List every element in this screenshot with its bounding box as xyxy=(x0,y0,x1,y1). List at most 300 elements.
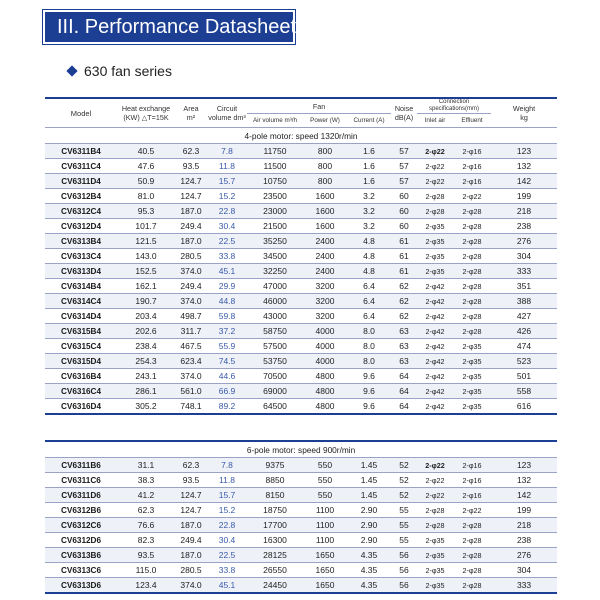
cell-noise: 57 xyxy=(391,159,417,174)
header-effluent: Effluent xyxy=(453,114,491,128)
cell-model: CV6315C4 xyxy=(45,339,117,354)
cell-air-volume: 21500 xyxy=(247,219,303,234)
cell-inlet-air: 2-φ22 xyxy=(417,144,453,159)
table-row xyxy=(45,488,557,503)
cell-air-volume: 34500 xyxy=(247,249,303,264)
cell-effluent: 2-φ35 xyxy=(453,369,491,384)
cell-circuit-volume: 11.8 xyxy=(207,159,247,174)
cell-power: 2400 xyxy=(303,264,347,279)
series-heading xyxy=(68,63,172,79)
cell-weight: 558 xyxy=(491,384,557,399)
cell-noise: 56 xyxy=(391,548,417,563)
cell-effluent: 2-φ28 xyxy=(453,578,491,594)
cell-heat-exchange: 305.2 xyxy=(117,399,175,415)
cell-current: 8.0 xyxy=(347,339,391,354)
cell-weight: 132 xyxy=(491,473,557,488)
cell-power: 2400 xyxy=(303,234,347,249)
cell-power: 3200 xyxy=(303,279,347,294)
header-area: Area m² xyxy=(175,98,207,128)
cell-model: CV6312B4 xyxy=(45,189,117,204)
page-title: III. Performance Datasheet xyxy=(45,12,293,42)
cell-heat-exchange: 238.4 xyxy=(117,339,175,354)
table-row xyxy=(45,234,557,249)
cell-model: CV6313B4 xyxy=(45,234,117,249)
section-label: 6-pole motor: speed 900r/min xyxy=(45,441,557,458)
cell-current: 1.6 xyxy=(347,159,391,174)
cell-inlet-air: 2-φ22 xyxy=(417,174,453,189)
cell-current: 4.8 xyxy=(347,234,391,249)
cell-area: 93.5 xyxy=(175,159,207,174)
cell-noise: 62 xyxy=(391,309,417,324)
cell-air-volume: 8150 xyxy=(247,488,303,503)
cell-area: 498.7 xyxy=(175,309,207,324)
cell-circuit-volume: 15.7 xyxy=(207,174,247,189)
cell-area: 561.0 xyxy=(175,384,207,399)
cell-model: CV6315B4 xyxy=(45,324,117,339)
cell-inlet-air: 2-φ35 xyxy=(417,264,453,279)
cell-air-volume: 32250 xyxy=(247,264,303,279)
cell-inlet-air: 2-φ28 xyxy=(417,204,453,219)
cell-inlet-air: 2-φ35 xyxy=(417,249,453,264)
cell-effluent: 2-φ35 xyxy=(453,399,491,415)
cell-heat-exchange: 95.3 xyxy=(117,204,175,219)
cell-heat-exchange: 115.0 xyxy=(117,563,175,578)
cell-heat-exchange: 62.3 xyxy=(117,503,175,518)
cell-inlet-air: 2-φ28 xyxy=(417,518,453,533)
cell-model: CV6311C6 xyxy=(45,473,117,488)
cell-effluent: 2-φ28 xyxy=(453,249,491,264)
cell-air-volume: 8850 xyxy=(247,473,303,488)
cell-air-volume: 43000 xyxy=(247,309,303,324)
cell-power: 550 xyxy=(303,473,347,488)
cell-noise: 60 xyxy=(391,189,417,204)
cell-circuit-volume: 30.4 xyxy=(207,219,247,234)
cell-circuit-volume: 15.2 xyxy=(207,189,247,204)
cell-model: CV6312B6 xyxy=(45,503,117,518)
cell-circuit-volume: 45.1 xyxy=(207,578,247,594)
cell-current: 6.4 xyxy=(347,279,391,294)
cell-noise: 52 xyxy=(391,488,417,503)
table-row xyxy=(45,473,557,488)
cell-current: 1.45 xyxy=(347,458,391,473)
cell-noise: 55 xyxy=(391,503,417,518)
cell-weight: 123 xyxy=(491,144,557,159)
cell-current: 4.35 xyxy=(347,578,391,594)
cell-effluent: 2-φ16 xyxy=(453,144,491,159)
cell-weight: 132 xyxy=(491,159,557,174)
cell-inlet-air: 2-φ35 xyxy=(417,548,453,563)
table-row xyxy=(45,279,557,294)
cell-area: 249.4 xyxy=(175,219,207,234)
cell-power: 550 xyxy=(303,488,347,503)
cell-circuit-volume: 7.8 xyxy=(207,144,247,159)
cell-weight: 199 xyxy=(491,503,557,518)
cell-effluent: 2-φ28 xyxy=(453,219,491,234)
cell-weight: 474 xyxy=(491,339,557,354)
cell-circuit-volume: 44.6 xyxy=(207,369,247,384)
cell-effluent: 2-φ28 xyxy=(453,563,491,578)
cell-circuit-volume: 44.8 xyxy=(207,294,247,309)
cell-area: 374.0 xyxy=(175,578,207,594)
table-row xyxy=(45,189,557,204)
cell-model: CV6313D6 xyxy=(45,578,117,594)
cell-noise: 61 xyxy=(391,264,417,279)
cell-power: 4800 xyxy=(303,399,347,415)
cell-weight: 427 xyxy=(491,309,557,324)
datasheet-table-6pole xyxy=(45,440,557,594)
cell-model: CV6312D4 xyxy=(45,219,117,234)
cell-circuit-volume: 30.4 xyxy=(207,533,247,548)
cell-inlet-air: 2-φ22 xyxy=(417,473,453,488)
cell-weight: 199 xyxy=(491,189,557,204)
cell-weight: 123 xyxy=(491,458,557,473)
cell-inlet-air: 2-φ35 xyxy=(417,219,453,234)
cell-air-volume: 23500 xyxy=(247,189,303,204)
cell-noise: 60 xyxy=(391,204,417,219)
cell-inlet-air: 2-φ42 xyxy=(417,384,453,399)
cell-heat-exchange: 41.2 xyxy=(117,488,175,503)
cell-circuit-volume: 33.8 xyxy=(207,563,247,578)
cell-inlet-air: 2-φ42 xyxy=(417,309,453,324)
datasheet-table-4pole xyxy=(45,97,557,415)
table-row xyxy=(45,533,557,548)
cell-noise: 62 xyxy=(391,279,417,294)
cell-model: CV6312D6 xyxy=(45,533,117,548)
cell-noise: 61 xyxy=(391,234,417,249)
cell-model: CV6312C4 xyxy=(45,204,117,219)
cell-inlet-air: 2-φ22 xyxy=(417,488,453,503)
cell-model: CV6316B4 xyxy=(45,369,117,384)
cell-current: 3.2 xyxy=(347,204,391,219)
cell-area: 748.1 xyxy=(175,399,207,415)
cell-noise: 52 xyxy=(391,458,417,473)
cell-weight: 238 xyxy=(491,533,557,548)
cell-current: 6.4 xyxy=(347,294,391,309)
cell-heat-exchange: 254.3 xyxy=(117,354,175,369)
cell-heat-exchange: 76.6 xyxy=(117,518,175,533)
cell-effluent: 2-φ16 xyxy=(453,488,491,503)
cell-area: 280.5 xyxy=(175,249,207,264)
cell-noise: 56 xyxy=(391,578,417,594)
cell-current: 4.8 xyxy=(347,264,391,279)
cell-weight: 426 xyxy=(491,324,557,339)
cell-circuit-volume: 22.8 xyxy=(207,204,247,219)
cell-noise: 57 xyxy=(391,174,417,189)
cell-current: 6.4 xyxy=(347,309,391,324)
header-current: Current (A) xyxy=(347,114,391,128)
cell-circuit-volume: 22.8 xyxy=(207,518,247,533)
table-row xyxy=(45,249,557,264)
cell-inlet-air: 2-φ42 xyxy=(417,354,453,369)
cell-model: CV6311D4 xyxy=(45,174,117,189)
cell-weight: 333 xyxy=(491,578,557,594)
cell-power: 1100 xyxy=(303,533,347,548)
diamond-bullet-icon xyxy=(66,65,77,76)
cell-current: 3.2 xyxy=(347,189,391,204)
cell-area: 467.5 xyxy=(175,339,207,354)
cell-power: 2400 xyxy=(303,249,347,264)
cell-model: CV6316D4 xyxy=(45,399,117,415)
cell-current: 1.45 xyxy=(347,473,391,488)
cell-effluent: 2-φ22 xyxy=(453,189,491,204)
cell-inlet-air: 2-φ35 xyxy=(417,234,453,249)
cell-power: 1600 xyxy=(303,204,347,219)
cell-heat-exchange: 123.4 xyxy=(117,578,175,594)
cell-noise: 52 xyxy=(391,473,417,488)
cell-weight: 501 xyxy=(491,369,557,384)
table-row xyxy=(45,294,557,309)
cell-model: CV6315D4 xyxy=(45,354,117,369)
cell-air-volume: 70500 xyxy=(247,369,303,384)
cell-current: 9.6 xyxy=(347,369,391,384)
table-row xyxy=(45,458,557,473)
cell-air-volume: 9375 xyxy=(247,458,303,473)
cell-power: 550 xyxy=(303,458,347,473)
cell-model: CV6316C4 xyxy=(45,384,117,399)
cell-current: 4.8 xyxy=(347,249,391,264)
cell-inlet-air: 2-φ28 xyxy=(417,189,453,204)
cell-noise: 62 xyxy=(391,294,417,309)
cell-current: 2.90 xyxy=(347,503,391,518)
cell-weight: 388 xyxy=(491,294,557,309)
cell-weight: 351 xyxy=(491,279,557,294)
cell-model: CV6312C6 xyxy=(45,518,117,533)
cell-noise: 56 xyxy=(391,563,417,578)
cell-air-volume: 69000 xyxy=(247,384,303,399)
cell-current: 8.0 xyxy=(347,324,391,339)
table-row xyxy=(45,384,557,399)
cell-power: 4000 xyxy=(303,339,347,354)
cell-current: 9.6 xyxy=(347,399,391,415)
cell-circuit-volume: 37.2 xyxy=(207,324,247,339)
cell-power: 3200 xyxy=(303,294,347,309)
cell-area: 249.4 xyxy=(175,533,207,548)
table-row xyxy=(45,264,557,279)
cell-current: 4.35 xyxy=(347,563,391,578)
header-model: Model xyxy=(45,98,117,128)
cell-model: CV6313C4 xyxy=(45,249,117,264)
cell-air-volume: 47000 xyxy=(247,279,303,294)
table-row xyxy=(45,548,557,563)
cell-power: 3200 xyxy=(303,309,347,324)
cell-model: CV6313C6 xyxy=(45,563,117,578)
cell-power: 4800 xyxy=(303,369,347,384)
cell-area: 124.7 xyxy=(175,189,207,204)
cell-inlet-air: 2-φ35 xyxy=(417,533,453,548)
header-weight: Weight kg xyxy=(491,98,557,128)
cell-power: 1650 xyxy=(303,563,347,578)
cell-noise: 63 xyxy=(391,339,417,354)
cell-effluent: 2-φ28 xyxy=(453,294,491,309)
cell-circuit-volume: 7.8 xyxy=(207,458,247,473)
cell-inlet-air: 2-φ42 xyxy=(417,294,453,309)
cell-air-volume: 24450 xyxy=(247,578,303,594)
table-row xyxy=(45,204,557,219)
cell-air-volume: 46000 xyxy=(247,294,303,309)
cell-circuit-volume: 59.8 xyxy=(207,309,247,324)
cell-circuit-volume: 55.9 xyxy=(207,339,247,354)
cell-effluent: 2-φ28 xyxy=(453,324,491,339)
cell-heat-exchange: 47.6 xyxy=(117,159,175,174)
cell-heat-exchange: 38.3 xyxy=(117,473,175,488)
cell-power: 800 xyxy=(303,174,347,189)
cell-power: 1650 xyxy=(303,548,347,563)
cell-inlet-air: 2-φ35 xyxy=(417,578,453,594)
cell-inlet-air: 2-φ28 xyxy=(417,503,453,518)
table-row xyxy=(45,578,557,594)
cell-noise: 55 xyxy=(391,533,417,548)
cell-effluent: 2-φ28 xyxy=(453,518,491,533)
cell-area: 62.3 xyxy=(175,144,207,159)
cell-power: 4000 xyxy=(303,324,347,339)
cell-noise: 63 xyxy=(391,324,417,339)
cell-effluent: 2-φ28 xyxy=(453,309,491,324)
cell-area: 280.5 xyxy=(175,563,207,578)
cell-effluent: 2-φ28 xyxy=(453,279,491,294)
table-row xyxy=(45,339,557,354)
cell-weight: 238 xyxy=(491,219,557,234)
cell-circuit-volume: 66.9 xyxy=(207,384,247,399)
cell-inlet-air: 2-φ42 xyxy=(417,339,453,354)
cell-air-volume: 11750 xyxy=(247,144,303,159)
cell-air-volume: 18750 xyxy=(247,503,303,518)
cell-noise: 64 xyxy=(391,399,417,415)
cell-heat-exchange: 93.5 xyxy=(117,548,175,563)
cell-circuit-volume: 45.1 xyxy=(207,264,247,279)
cell-current: 1.45 xyxy=(347,488,391,503)
cell-model: CV6311B4 xyxy=(45,144,117,159)
cell-air-volume: 17700 xyxy=(247,518,303,533)
cell-weight: 142 xyxy=(491,174,557,189)
cell-circuit-volume: 22.5 xyxy=(207,234,247,249)
cell-heat-exchange: 101.7 xyxy=(117,219,175,234)
cell-air-volume: 23000 xyxy=(247,204,303,219)
cell-effluent: 2-φ16 xyxy=(453,473,491,488)
cell-model: CV6314C4 xyxy=(45,294,117,309)
cell-area: 623.4 xyxy=(175,354,207,369)
cell-inlet-air: 2-φ22 xyxy=(417,458,453,473)
cell-model: CV6311D6 xyxy=(45,488,117,503)
cell-effluent: 2-φ28 xyxy=(453,548,491,563)
header-circuit: Circuit volume dm³ xyxy=(207,98,247,128)
cell-air-volume: 10750 xyxy=(247,174,303,189)
cell-current: 1.6 xyxy=(347,144,391,159)
cell-model: CV6313D4 xyxy=(45,264,117,279)
cell-model: CV6311B6 xyxy=(45,458,117,473)
header-heat-exchange: Heat exchange (KW) △T=15K xyxy=(117,98,175,128)
cell-effluent: 2-φ35 xyxy=(453,354,491,369)
header-inlet: Inlet air xyxy=(417,114,453,128)
cell-weight: 218 xyxy=(491,204,557,219)
cell-noise: 60 xyxy=(391,219,417,234)
cell-current: 2.90 xyxy=(347,518,391,533)
cell-inlet-air: 2-φ42 xyxy=(417,369,453,384)
cell-air-volume: 57500 xyxy=(247,339,303,354)
cell-heat-exchange: 203.4 xyxy=(117,309,175,324)
cell-power: 4000 xyxy=(303,354,347,369)
cell-area: 187.0 xyxy=(175,548,207,563)
cell-heat-exchange: 190.7 xyxy=(117,294,175,309)
table-row xyxy=(45,563,557,578)
cell-inlet-air: 2-φ42 xyxy=(417,399,453,415)
cell-area: 62.3 xyxy=(175,458,207,473)
cell-effluent: 2-φ28 xyxy=(453,264,491,279)
cell-model: CV6313B6 xyxy=(45,548,117,563)
cell-heat-exchange: 82.3 xyxy=(117,533,175,548)
cell-area: 187.0 xyxy=(175,204,207,219)
cell-heat-exchange: 162.1 xyxy=(117,279,175,294)
cell-area: 374.0 xyxy=(175,294,207,309)
cell-circuit-volume: 33.8 xyxy=(207,249,247,264)
cell-air-volume: 28125 xyxy=(247,548,303,563)
cell-current: 9.6 xyxy=(347,384,391,399)
cell-air-volume: 58750 xyxy=(247,324,303,339)
cell-weight: 616 xyxy=(491,399,557,415)
cell-heat-exchange: 152.5 xyxy=(117,264,175,279)
cell-effluent: 2-φ22 xyxy=(453,503,491,518)
cell-power: 800 xyxy=(303,159,347,174)
cell-inlet-air: 2-φ42 xyxy=(417,279,453,294)
cell-noise: 57 xyxy=(391,144,417,159)
cell-current: 2.90 xyxy=(347,533,391,548)
cell-heat-exchange: 143.0 xyxy=(117,249,175,264)
cell-area: 124.7 xyxy=(175,503,207,518)
cell-noise: 55 xyxy=(391,518,417,533)
cell-circuit-volume: 22.5 xyxy=(207,548,247,563)
table-row xyxy=(45,309,557,324)
table-row xyxy=(45,399,557,415)
cell-circuit-volume: 15.2 xyxy=(207,503,247,518)
cell-heat-exchange: 286.1 xyxy=(117,384,175,399)
cell-effluent: 2-φ16 xyxy=(453,174,491,189)
cell-inlet-air: 2-φ35 xyxy=(417,563,453,578)
cell-current: 3.2 xyxy=(347,219,391,234)
table-row xyxy=(45,354,557,369)
cell-weight: 333 xyxy=(491,264,557,279)
cell-area: 374.0 xyxy=(175,264,207,279)
cell-circuit-volume: 15.7 xyxy=(207,488,247,503)
cell-noise: 64 xyxy=(391,369,417,384)
header-connection: Connection specifications(mm) xyxy=(417,98,491,114)
cell-circuit-volume: 29.9 xyxy=(207,279,247,294)
cell-effluent: 2-φ16 xyxy=(453,159,491,174)
table-row xyxy=(45,324,557,339)
header-power: Power (W) xyxy=(303,114,347,128)
cell-noise: 61 xyxy=(391,249,417,264)
cell-weight: 276 xyxy=(491,548,557,563)
cell-air-volume: 26550 xyxy=(247,563,303,578)
cell-air-volume: 64500 xyxy=(247,399,303,415)
table-row xyxy=(45,174,557,189)
cell-power: 1100 xyxy=(303,503,347,518)
cell-effluent: 2-φ28 xyxy=(453,204,491,219)
cell-area: 249.4 xyxy=(175,279,207,294)
cell-model: CV6311C4 xyxy=(45,159,117,174)
cell-power: 1600 xyxy=(303,219,347,234)
cell-effluent: 2-φ35 xyxy=(453,384,491,399)
cell-effluent: 2-φ28 xyxy=(453,234,491,249)
cell-heat-exchange: 50.9 xyxy=(117,174,175,189)
cell-heat-exchange: 81.0 xyxy=(117,189,175,204)
cell-heat-exchange: 40.5 xyxy=(117,144,175,159)
cell-area: 124.7 xyxy=(175,174,207,189)
table-row xyxy=(45,144,557,159)
cell-heat-exchange: 121.5 xyxy=(117,234,175,249)
cell-air-volume: 11500 xyxy=(247,159,303,174)
header-noise: Noise dB(A) xyxy=(391,98,417,128)
cell-air-volume: 35250 xyxy=(247,234,303,249)
cell-power: 1650 xyxy=(303,578,347,594)
